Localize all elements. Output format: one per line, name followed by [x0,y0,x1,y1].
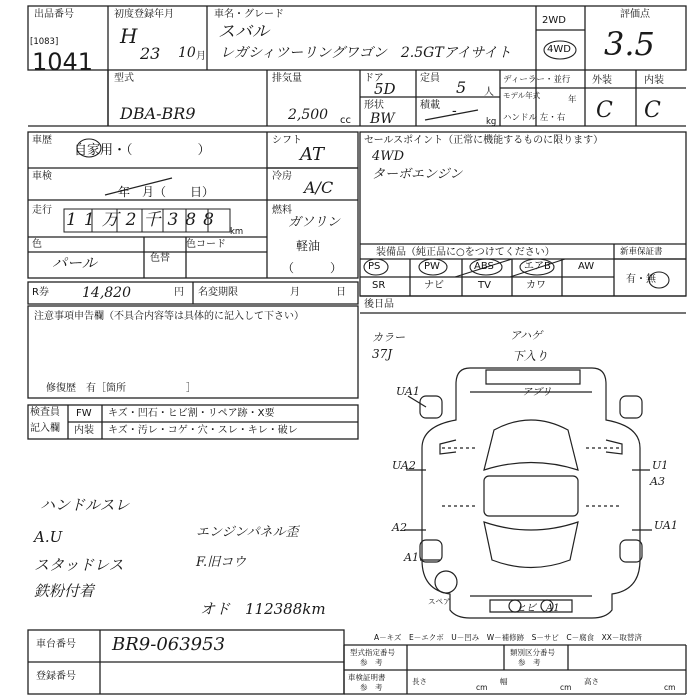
door-label: ドア [364,73,384,84]
remark-right-2: F.旧コウ [196,555,247,570]
era: H [120,24,138,48]
model-code-label: 型式 [114,73,134,84]
interior-grade: C [644,98,661,123]
width-cm: cm [560,683,572,692]
exterior-grade: C [596,98,613,123]
shape-label: 形状 [364,100,384,111]
equip-tv: TV [478,280,491,291]
shift-value: AT [300,144,325,165]
sales-point-line-1: 4WD [372,149,405,164]
interior-items: キズ・汚レ・コゲ・穴・スレ・キレ・破レ [108,425,298,436]
length-cm: cm [476,683,488,692]
fuel-other: （ ） [282,261,343,275]
rear-mark: A1 [546,603,560,614]
mark-left-3: A2 [392,521,407,534]
car-name-label: 車名・グレード [214,9,284,20]
history-value: 自家用・（ ） [74,143,211,158]
mark-right-1: U1 [652,459,669,472]
doors: 5D [374,80,396,98]
load-label: 積載 [420,100,440,111]
displacement: 2,500 [288,107,329,123]
inspector-label-bottom: 記入欄 [30,423,60,434]
persons-unit: 人 [484,87,494,98]
interior-label: 内装 [644,75,664,86]
reg-year: 23 [140,44,161,63]
shift-label: シフト [272,135,302,146]
remark-line-1: ハンドルスレ [40,496,130,514]
kg-unit: kg [486,117,497,127]
mark-right-2: A3 [650,475,665,488]
front-note: アブリ [522,387,552,398]
name-change-label: 名変期限 [198,287,238,298]
auction-code: [1083] [30,37,59,47]
cert-reference: 参 考 [360,683,383,692]
fw-items: キズ・凹石・ヒビ割・リペア跡・X要 [108,408,275,419]
damage-legend: A－キズ E－エクボ U－凹み W－補修跡 S－サビ C－腐食 XX－取替済 [374,633,642,642]
inspector-interior-label: 内装 [74,425,94,436]
yen-unit: 円 [174,287,184,298]
category-label: 類別区分番号 [510,648,555,657]
model-code: DBA-BR9 [120,104,196,123]
month-unit: 月 [196,51,206,62]
aftermarket-label: 後日品 [364,299,394,310]
exterior-label: 外装 [592,75,612,86]
make: スバル [218,22,269,42]
type-reference: 参 考 [360,658,383,667]
capacity: 5 [456,78,467,97]
ac-value: A/C [304,178,334,197]
cert-size-label: 車検証明書 [348,673,386,682]
lot-number: 1041 [32,48,94,76]
equip-aw: AW [578,261,595,272]
mark-left-1: UA1 [396,385,420,398]
chassis-label: 車台番号 [36,639,76,650]
ac-label: 冷房 [272,171,292,182]
handle-label: ハンドル 左・右 [503,113,566,123]
equip-airbag: エアB [524,261,551,272]
roof-note-1: アハゲ [510,329,543,342]
cc-unit: cc [340,115,351,126]
reg-number-label: 登録番号 [36,671,76,682]
drive-4wd: 4WD [547,44,571,55]
warranty-label: 新車保証書 [620,247,663,257]
color-value: パール [52,254,97,272]
width-label: 幅 [500,677,508,686]
remark-right-1: エンジンパネル歪 [196,525,299,540]
roof-note-2: 下入り [512,349,549,363]
score-label: 評価点 [620,9,650,20]
color-label: 色 [32,239,42,250]
spare-label: スペア [428,597,451,606]
sales-point-label: セールスポイント（正常に機能するものに限ります） [364,135,604,146]
first-reg-label: 初度登録年月 [114,9,174,20]
car-diagram [404,368,652,618]
diagram-color-note: カラー [372,331,405,344]
rear-note: ヒビ [516,603,536,614]
load: - [452,103,457,119]
model-grade: レガシィツーリングワゴン 2.5GTアイサイト [220,45,512,61]
equip-ps: PS [368,261,381,272]
reg-month: 10 [178,45,196,61]
mark-left-2: UA2 [392,459,416,472]
inspector-label-top: 検査員 [30,407,60,418]
type-designation-label: 型式指定番号 [350,648,395,657]
fuel-gas: ガソリン [288,215,341,230]
equip-abs: ABS [474,261,494,272]
diagram-color-code: 37J [372,347,393,361]
remark-line-3: スタッドレス [34,556,124,574]
fw-label: FW [76,408,92,419]
repair-history-label: 修復歴 有［箇所 ］ [46,383,196,394]
fuel-diesel: 軽油 [296,239,321,253]
mark-left-4: A1 [404,551,419,564]
history-label: 車歴 [32,135,52,146]
shape: BW [370,111,395,127]
lot-label: 出品番号 [34,9,74,20]
equip-pw: PW [424,261,440,272]
mileage-label: 走行 [32,205,52,216]
name-change-day: 日 [336,287,346,298]
km-unit: km [230,227,244,237]
mileage-value: 11万2千388 [66,210,221,230]
inspection-label: 車検 [32,171,52,182]
warranty-value: 有・無 [626,274,656,285]
color-code-label: 色コード [186,239,226,250]
odometer-note: オド 112388km [200,600,326,618]
category-reference: 参 考 [518,658,541,667]
height-cm: cm [664,683,676,692]
equip-leather: カワ [526,280,546,291]
length-label: 長さ [412,677,427,686]
mark-right-3: UA1 [654,519,678,532]
inspection-value: 年 月（ 日） [118,185,215,199]
capacity-label: 定員 [420,73,440,84]
year-unit: 年 [568,95,577,105]
sales-point-line-2: ターボエンジン [372,167,463,182]
displacement-label: 排気量 [272,73,302,84]
score-value: 3.5 [604,25,655,63]
fuel-label: 燃料 [272,205,292,216]
color-replace-label: 色替 [150,253,170,264]
recycle-value: 14,820 [82,285,131,301]
recycle-label: R券 [32,287,49,298]
notes-label: 注意事項申告欄（不具合内容等は具体的に記入して下さい） [34,311,304,322]
drive-2wd: 2WD [542,15,566,26]
equipment-label: 装備品（純正品に○をつけてください） [376,247,555,258]
height-label: 高さ [584,677,599,686]
equip-navi: ナビ [424,280,444,291]
remark-line-2: A.U [34,528,63,546]
dealer-label: ディーラー・並行 [503,75,571,85]
model-year-label: モデル年式 [503,91,541,100]
equip-sr: SR [372,280,386,291]
chassis-value: BR9-063953 [112,634,226,655]
remark-line-4: 鉄粉付着 [34,582,95,600]
name-change-month: 月 [290,287,300,298]
